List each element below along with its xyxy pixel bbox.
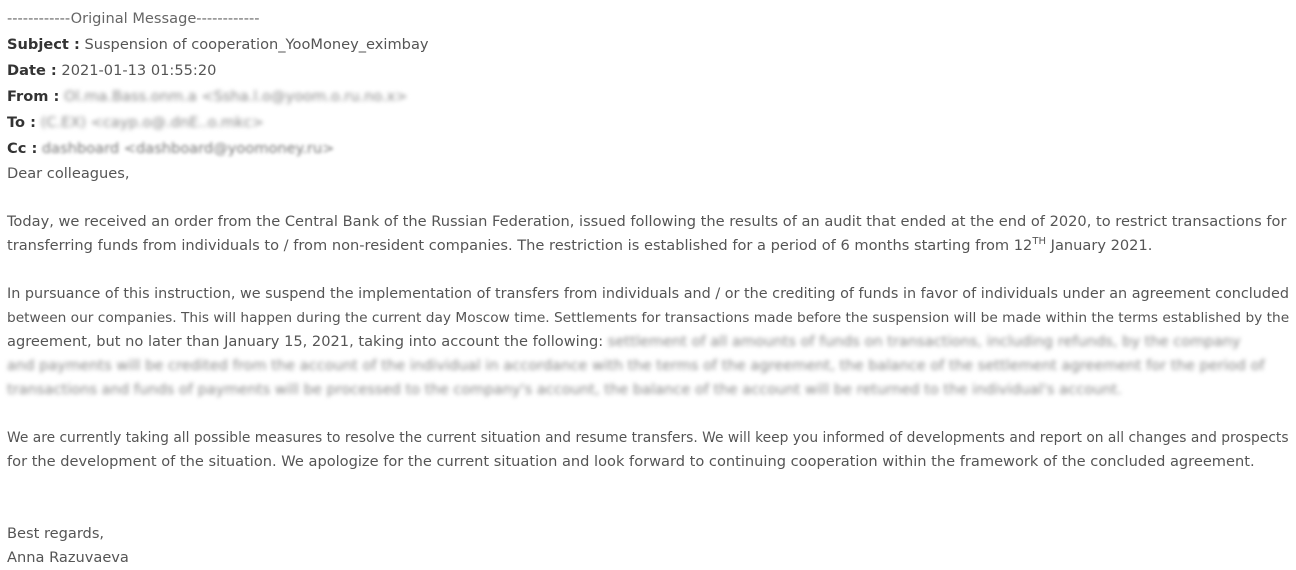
from-row [7,84,1296,110]
paragraph-2-line-1: In pursuance of this instruction, we suspend the implementation of transfers from individuals and / or the crediting of funds in favor of individuals under an agreement concluded [7,286,1289,302]
paragraph-1-line-1: Today, we received an order from the Central Bank of the Russian Federation, issued following the results of an audit that ended at the end of 2020, to restrict transactions for [7,213,1287,230]
paragraph-2-line-2: between our companies. This will happen during the current day Moscow time. Settlements for transactions made before the suspension will be made within the terms established by the [7,310,1290,326]
redacted-text: settlement of all amounts of funds on transactions, including refunds, by the company [607,333,1241,350]
subject-label: Subject : [7,36,80,53]
original-message-separator: ------------Original Message------------ [7,10,260,27]
superscript-th: TH [1032,236,1046,247]
paragraph-1-line-2 [7,234,1296,258]
from-label: From : [7,88,60,105]
date-value: 2021-01-13 01:55:20 [61,62,217,79]
paragraph-2-line-3-text: agreement, but no later than January 15, 2021, taking into account the following: [7,333,604,350]
paragraph-3-line-2: for the development of the situation. We apologize for the current situation and look forward to continuing cooperation within the framework of the concluded agreement. [7,453,1255,470]
paragraph-2-line-3 [7,330,1296,354]
to-label: To : [7,114,36,131]
message-body [7,162,1296,570]
paragraph-1-line-2-text: transferring funds from individuals to / from non-resident companies. The restriction is established for a period of 6 months starting from 12 [7,237,1033,254]
from-value[interactable]: Ol.ma.Bass.onm.a <Ssha.l.o@yoom.o.ru.no.x> [64,88,408,105]
cc-label: Cc : [7,140,38,157]
closing: Best regards, [7,525,105,542]
subject-value: Suspension of cooperation_YooMoney_eximbay [84,36,429,53]
date-row [7,58,1296,84]
greeting: Dear colleagues, [7,165,130,182]
to-row [7,110,1296,136]
cc-value[interactable]: dashboard <dashboard@yoomoney.ru> [41,140,335,157]
cc-row [7,136,1296,162]
to-value[interactable]: (C.EX) <cayp.o@.dnE..o.mkc> [40,114,264,131]
paragraph-1-line-2-end: January 2021. [1046,237,1153,254]
sender-name: Anna Razuvaeva [7,549,129,566]
subject-row [7,32,1296,58]
paragraph-3-line-1: We are currently taking all possible measures to resolve the current situation and resume transfers. We will keep you informed of developments and report on all changes and prospects [7,430,1289,446]
redacted-line-2: transactions and funds of payments will be processed to the company's account, the balance of the account will be returned to the individual's account. [7,381,1122,398]
date-label: Date : [7,62,57,79]
redacted-line-1: and payments will be credited from the account of the individual in accordance with the terms of the agreement, the balance of the settlement agreement for the period of [7,357,1265,374]
